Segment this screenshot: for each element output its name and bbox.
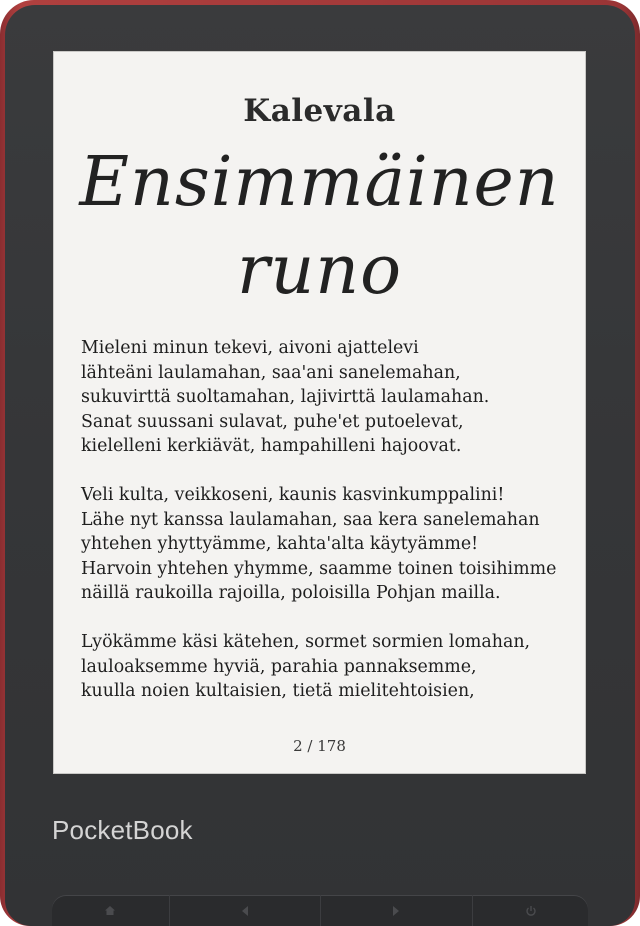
text-line: lauloaksemme hyviä, parahia pannaksemme, xyxy=(81,656,477,677)
power-button[interactable] xyxy=(472,895,589,926)
brand-logo: PocketBook xyxy=(52,815,193,845)
text-line: näillä raukoilla rajoilla, poloisilla Pohjan mailla. xyxy=(81,583,501,603)
text-line: kielelleni kerkiävät, hampahilleni hajoovat. xyxy=(81,436,462,456)
stanza xyxy=(81,630,571,704)
text-line: lähteäni laulamahan, saa'ani sanelemahan, xyxy=(81,362,461,383)
text-line: Mieleni minun tekevi, aivoni ajattelevi xyxy=(81,338,419,358)
text-line: Veli kulta, veikkoseni, kaunis kasvinkumppalini! xyxy=(81,485,505,505)
chevron-right-icon xyxy=(391,905,401,917)
chapter-title-line-1: Ensimmäinen xyxy=(79,143,560,222)
power-icon xyxy=(525,905,537,917)
home-icon xyxy=(104,905,116,916)
stanza xyxy=(81,483,571,606)
book-title: Kalevala xyxy=(243,93,396,129)
chapter-title-line-2: runo xyxy=(236,231,403,310)
reader-screen[interactable] xyxy=(53,51,586,774)
text-line: sukuvirttä suoltamahan, lajivirttä laulamahan. xyxy=(81,387,490,407)
text-line: kuulla noien kultaisien, tietä mielitehtoisien, xyxy=(81,681,475,701)
page-back-button[interactable] xyxy=(169,895,320,926)
text-line: Lähe nyt kanssa laulamahan, saa kera sanelemahan xyxy=(81,509,540,530)
chevron-left-icon xyxy=(240,905,250,917)
text-line: Lyökämme käsi kätehen, sormet sormien lomahan, xyxy=(81,632,531,652)
page-number: 2 / 178 xyxy=(293,737,346,755)
page-body-text xyxy=(81,336,571,728)
hardware-button-bar xyxy=(52,895,588,926)
stanza xyxy=(81,336,571,459)
home-button[interactable] xyxy=(52,895,167,926)
text-line: yhtehen yhyttyämme, kahta'alta käytyämme! xyxy=(81,534,479,554)
text-line: Harvoin yhtehen yhymme, saamme toinen toisihimme xyxy=(81,558,557,579)
chapter-title xyxy=(53,139,586,315)
text-line: Sanat suussani sulavat, puhe'et putoelevat, xyxy=(81,411,464,432)
page-forward-button[interactable] xyxy=(320,895,471,926)
